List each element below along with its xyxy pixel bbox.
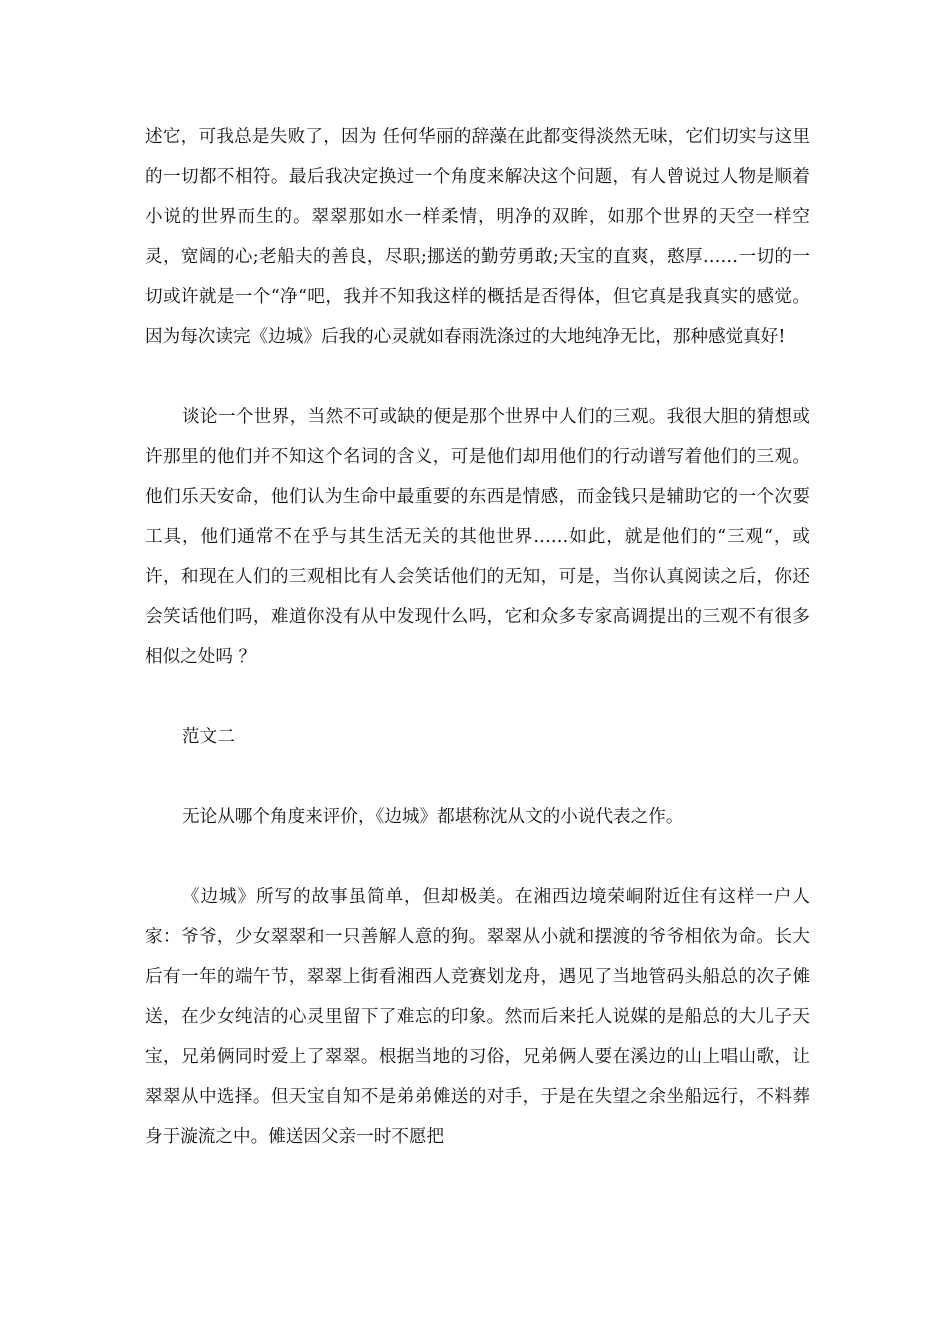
document-page [145, 117, 810, 1157]
paragraph-spacer [145, 677, 810, 717]
paragraph-intro: 无论从哪个角度来评价，《边城》都堪称沈从文的小说代表之作。 [182, 807, 684, 827]
paragraph-three-views: 谈论一个世界，当然不可或缺的便是那个世界中人们的三观。我很大胆的猜想或许那里的他们并不知这个名词的含义，可是他们却用他们的行动谱写着他们的三观。他们乐天安命，他们认为生命中最重要的东西是情感，而金钱只是辅助它的一个次要工具，他们通常不在乎与其生活无关的其他世界……如此，就是他们的“三观“，或许，和现在人们的三观相比有人会笑话他们的无知，可是，当你认真阅读之后，你还会笑话他们吗，难道你没有从中发现什么吗，它和众多专家高调提出的三观不有很多相似之处吗 ？ [145, 407, 810, 667]
paragraph-spacer [145, 357, 810, 397]
paragraph-story: 《边城》所写的故事虽简单，但却极美。在湘西边境荣峒附近住有这样一户人家：爷爷，少女翠翠和一只善解人意的狗。翠翠从小就和摆渡的爷爷相依为命。长大后有一年的端午节，翠翠上街看湘西人竞赛划龙舟，遇见了当地管码头船总的次子傩送，在少女纯洁的心灵里留下了难忘的印象。然而后来托人说媒的是船总的大儿子天宝，兄弟俩同时爱上了翠翠。根据当地的习俗，兄弟俩人要在溪边的山上唱山歌，让翠翠从中选择。但天宝自知不是弟弟傩送的对手，于是在失望之余坐船远行，不料葬身于漩流之中。傩送因父亲一时不愿把 [145, 887, 810, 1147]
paragraph-spacer [145, 757, 810, 797]
paragraph-spacer [145, 837, 810, 877]
section-heading: 范文二 [182, 727, 235, 747]
paragraph-continuation: 述它，可我总是失败了，因为 任何华丽的辞藻在此都变得淡然无味，它们切实与这里的一切都不相符。最后我决定换过一个角度来解决这个问题，有人曾说过人物是顺着小说的世界而生的。翠翠那如水一样柔情，明净的双眸，如那个世界的天空一样空灵，宽阔的心;老船夫的善良，尽职;挪送的勤劳勇敢;天宝的直爽，憨厚……一切的一切或许就是一个“净“吧，我并不知我这样的概括是否得体，但它真是我真实的感觉。因为每次读完《边城》后我的心灵就如春雨洗涤过的大地纯净无比，那种感觉真好! [145, 127, 810, 347]
